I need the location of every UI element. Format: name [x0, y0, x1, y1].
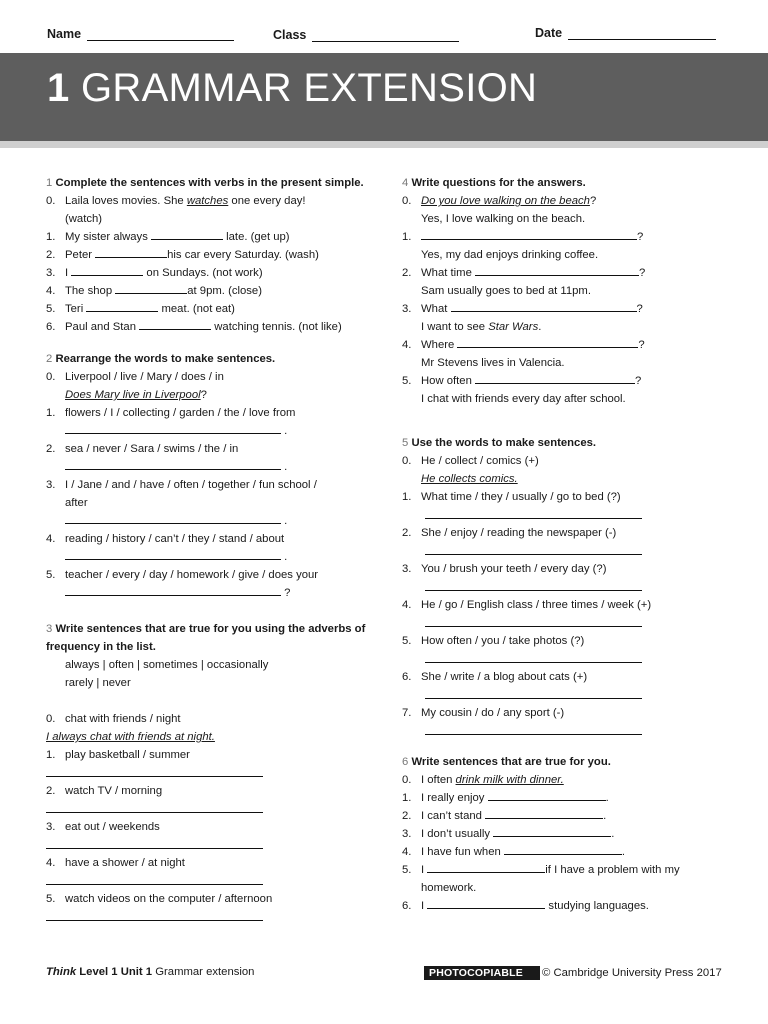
answer-blank[interactable]: [485, 808, 603, 819]
answer-blank[interactable]: [475, 373, 635, 384]
example-answer: drink milk with dinner.: [455, 774, 564, 786]
list-item: 6. Paul and Stan watching tennis. (not like): [46, 321, 342, 333]
list-item: 3. You / brush your teeth / every day (?): [402, 563, 607, 575]
list-item: 6. She / write / a blog about cats (+): [402, 671, 588, 683]
list-item: 0. Laila loves movies. She watches one every day!: [46, 195, 306, 207]
answer-blank[interactable]: [457, 337, 638, 348]
list-item: 0. Do you love walking on the beach?: [402, 195, 597, 207]
answer-line[interactable]: [425, 506, 642, 519]
answer-line[interactable]: [46, 872, 263, 885]
list-item: 3. I on Sundays. (not work): [46, 267, 263, 279]
list-item: 5. How often / you / take photos (?): [402, 635, 585, 647]
name-blank[interactable]: [87, 29, 234, 41]
answer-blank[interactable]: [451, 301, 637, 312]
exercise-6-title: 6 Write sentences that are true for you.: [402, 756, 611, 768]
list-item: 2. What time ?: [402, 267, 646, 279]
example-answer: watches: [186, 195, 229, 207]
answer-line[interactable]: [46, 836, 263, 849]
answer-line[interactable]: [425, 686, 642, 699]
list-item: 5. watch videos on the computer / afternoon: [46, 893, 273, 905]
answer-blank[interactable]: [139, 319, 211, 330]
name-label: Name: [47, 27, 82, 41]
answer-blank[interactable]: [86, 301, 158, 312]
answer-line[interactable]: [46, 764, 263, 777]
example-answer: I always chat with friends at night.: [46, 731, 215, 743]
answer-line[interactable]: [425, 614, 642, 627]
exercise-5-title: 5 Use the words to make sentences.: [402, 437, 597, 449]
answer-line[interactable]: [425, 650, 642, 663]
list-item: 2. Peter his car every Saturday. (wash): [46, 249, 319, 261]
list-item: 0. chat with friends / night: [46, 713, 181, 725]
exercise-6: 6 Write sentences that are true for you. 0. I often drink milk with dinner. 1. I really enjoy . 2. I can’t stand . 3. I don’t usually . 4. I have fun when . 5. I if I have a problem with my homework. 6. I studying languages.: [402, 753, 722, 915]
name-field: [47, 27, 234, 41]
footer-credit: [46, 966, 254, 978]
list-item: 5. I if I have a problem with my: [402, 864, 680, 876]
list-item: 3. eat out / weekends: [46, 821, 160, 833]
list-item: 5. teacher / every / day / homework / give / does your: [46, 569, 319, 581]
list-item: 3. I don’t usually .: [402, 828, 615, 840]
answer-blank[interactable]: [151, 229, 223, 240]
exercise-2: 2 Rearrange the words to make sentences. 0. Liverpool / live / Mary / does / in Does Mary live in Liverpool? 1. flowers / I / collecting / garden / the / love from . 2. sea / never / Sara / swims / the / in . 3. I / Jane / and / have / often / together / fun school / after . 4. reading / history / can’t / they / stand / about . 5. teacher / every / day / homework / give / does your ?: [46, 350, 366, 602]
list-item: 4. Where ?: [402, 339, 645, 351]
exercise-1: [46, 174, 366, 336]
exercise-2-title: 2 Rearrange the words to make sentences.: [46, 353, 276, 365]
banner-underline: [0, 141, 768, 148]
list-item: 7. My cousin / do / any sport (-): [402, 707, 565, 719]
answer-line[interactable]: [425, 542, 642, 555]
exercise-5: [402, 434, 722, 735]
copyright-text: © Cambridge University Press 2017: [542, 967, 722, 979]
answer-blank[interactable]: [427, 898, 545, 909]
footer-copyright: [424, 966, 722, 980]
list-item: 1. ?: [402, 231, 644, 243]
list-item: 4. reading / history / can’t / they / stand / about: [46, 533, 285, 545]
footer-level: Level 1 Unit 1: [79, 966, 153, 978]
list-item: 4. The shop at 9pm. (close): [46, 285, 262, 297]
list-item: 4. have a shower / at night: [46, 857, 185, 869]
list-item: 1. My sister always late. (get up): [46, 231, 290, 243]
footer-suffix: Grammar extension: [155, 966, 255, 978]
answer-blank[interactable]: [115, 283, 187, 294]
page-title: [47, 66, 537, 111]
answer-blank[interactable]: [95, 247, 167, 258]
list-item: 3. What ?: [402, 303, 643, 315]
list-item: 5. How often ?: [402, 375, 642, 387]
left-column: [46, 174, 366, 921]
class-field: [273, 28, 459, 42]
date-blank[interactable]: [568, 28, 716, 40]
exercise-4-title: 4 Write questions for the answers.: [402, 177, 586, 189]
list-item: 2. I can’t stand .: [402, 810, 607, 822]
answer-line[interactable]: .: [46, 512, 366, 530]
exercise-3-title: 3 Write sentences that are true for you using the adverbs of frequency in the list.: [46, 623, 366, 653]
list-item: 0. He / collect / comics (+): [402, 455, 539, 467]
date-label: Date: [535, 26, 563, 40]
list-item: 2. She / enjoy / reading the newspaper (-): [402, 527, 617, 539]
answer-blank[interactable]: [427, 862, 545, 873]
class-label: Class: [273, 28, 307, 42]
answer-line[interactable]: ?: [46, 584, 366, 602]
answer-blank[interactable]: [493, 826, 611, 837]
hint: (watch): [65, 213, 103, 225]
answer-blank[interactable]: [488, 790, 606, 801]
list-item: 1. I really enjoy .: [402, 792, 609, 804]
exercise-4: 4 Write questions for the answers. 0. Do you love walking on the beach? Yes, I love walking on the beach. 1. ? Yes, my dad enjoys drinking coffee. 2. What time ? Sam usually goes to bed at 11pm. 3. What ? I want to see Star Wars. 4. Where ? Mr Stevens lives in Valencia. 5. How often ? I chat with friends every day after school.: [402, 174, 722, 408]
answer-blank[interactable]: [71, 265, 143, 276]
list-item: 3. I / Jane / and / have / often / together / fun school /: [46, 479, 317, 491]
adverb-list: rarely | never: [65, 677, 131, 689]
answer-blank[interactable]: [504, 844, 622, 855]
list-item: 2. sea / never / Sara / swims / the / in: [46, 443, 239, 455]
answer-blank[interactable]: [475, 265, 639, 276]
list-item: 0. Liverpool / live / Mary / does / in: [46, 371, 224, 383]
unit-number: 1: [47, 66, 70, 110]
example-answer: Does Mary live in Liverpool?: [65, 389, 207, 401]
answer-line[interactable]: .: [46, 422, 366, 440]
answer-blank[interactable]: [421, 229, 637, 240]
exercise-3: [46, 620, 366, 921]
list-item: 6. I studying languages.: [402, 900, 649, 912]
class-blank[interactable]: [312, 30, 459, 42]
brand-name: Think: [46, 966, 77, 978]
example-answer: Do you love walking on the beach: [421, 195, 590, 207]
photocopiable-badge: PHOTOCOPIABLE: [424, 966, 540, 980]
adverb-list: always | often | sometimes | occasionally: [65, 659, 269, 671]
list-item: 1. flowers / I / collecting / garden / the / love from: [46, 407, 296, 419]
answer-line[interactable]: [46, 908, 263, 921]
list-item: 2. watch TV / morning: [46, 785, 163, 797]
answer-line[interactable]: [425, 722, 642, 735]
right-column: [402, 174, 722, 915]
answer-line[interactable]: .: [46, 458, 366, 476]
list-item: 4. I have fun when .: [402, 846, 626, 858]
list-item: 1. play basketball / summer: [46, 749, 190, 761]
exercise-1-title: 1 Complete the sentences with verbs in the present simple.: [46, 177, 364, 189]
list-item: 5. Teri meat. (not eat): [46, 303, 235, 315]
answer-line[interactable]: .: [46, 548, 366, 566]
date-field: [535, 26, 716, 40]
list-item: 4. He / go / English class / three times / week (+): [402, 599, 652, 611]
title-text: GRAMMAR EXTENSION: [80, 66, 538, 110]
example-answer: He collects comics.: [421, 473, 518, 485]
answer-line[interactable]: [425, 578, 642, 591]
list-item: 0. I often drink milk with dinner.: [402, 774, 564, 786]
list-item: 1. What time / they / usually / go to bed (?): [402, 491, 621, 503]
answer-line[interactable]: [46, 800, 263, 813]
